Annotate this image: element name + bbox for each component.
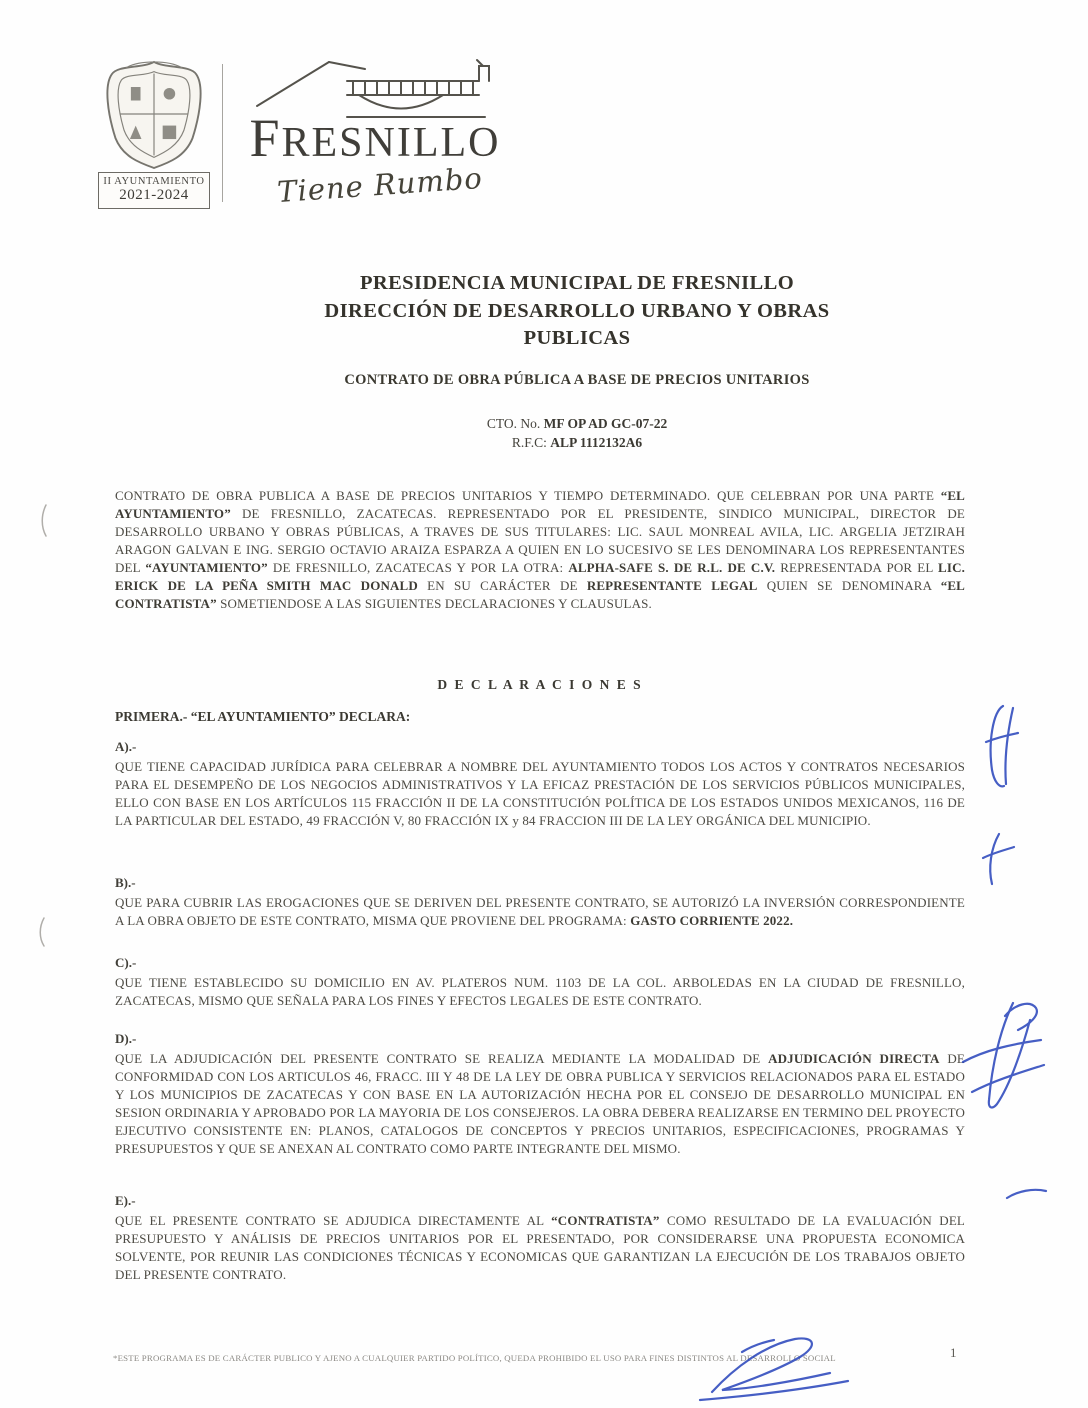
- title-line-1: PRESIDENCIA MUNICIPAL DE FRESNILLO: [359, 272, 795, 294]
- intro-paragraph: CONTRATO DE OBRA PUBLICA A BASE DE PRECIOS UNITARIOS Y TIEMPO DETERMINADO. QUE CELEBRAN POR UNA PARTE “EL AYUNTAMIENTO” DE FRESNILLO, ZACATECAS. REPRESENTADO POR EL PRESIDENTE, SINDICO MUNICIPAL, DIRECTOR DE DESARROLLO URBANO Y OBRAS PÚBLICAS, A TRAVES DE SUS TITULARES: LIC. SAUL MONREAL AVILA, LIC. ARGELIA JETZIRAH ARAGON GALVAN E ING. SERGIO OCTAVIO ARAIZA ESPARZA A QUIEN EN LO SUCESIVO SE LES DENOMINARA LOS REPRESENTANTES DEL “AYUNTAMIENTO” DE FRESNILLO, ZACATECAS Y POR LA OTRA: ALPHA-SAFE S. DE R.L. DE C.V. REPRESENTADA POR EL LIC. ERICK DE LA PEÑA SMITH MAC DONALD EN SU CARÁCTER DE REPRESENTANTE LEGAL QUIEN SE DENOMINARA “EL CONTRATISTA” SOMETIENDOSE A LAS SIGUIENTES DECLARACIONES Y CLAUSULAS.: [115, 488, 966, 611]
- rfc-line: [152, 434, 1002, 453]
- declaration-item-c: [115, 955, 965, 1010]
- contract-subtitle: CONTRATO DE OBRA PÚBLICA A BASE DE PRECIOS UNITARIOS: [344, 372, 810, 388]
- declaration-item-b: [115, 875, 965, 930]
- title-line-3: PUBLICAS: [523, 327, 631, 349]
- crest-caption-box: [98, 172, 210, 209]
- signature-flourish-icon: [963, 1003, 1044, 1107]
- declaration-label: E).-: [115, 1193, 136, 1208]
- page-number: 1: [950, 1345, 957, 1360]
- rfc-label: R.F.C:: [511, 434, 551, 450]
- crest-caption-text: II AYUNTAMIENTO: [103, 176, 205, 187]
- title-line-2: DIRECCIÓN DE DESARROLLO URBANO Y OBRAS: [324, 299, 830, 322]
- declaration-text: QUE PARA CUBRIR LAS EROGACIONES QUE SE DERIVEN DEL PRESENTE CONTRATO, SE AUTORIZÓ LA INVERSIÓN CORRESPONDIENTE A LA OBRA OBJETO DE ESTE CONTRATO, MISMA QUE PROVIENE DEL PROGRAMA: GASTO CORRIENTE 2022.: [115, 895, 965, 928]
- crest-years-text: 2021-2024: [119, 187, 189, 203]
- coat-of-arms-icon: [101, 58, 207, 170]
- declaration-text: QUE EL PRESENTE CONTRATO SE ADJUDICA DIRECTAMENTE AL “CONTRATISTA” COMO RESULTADO DE LA EVALUACIÓN DEL PRESUPUESTO Y ANÁLISIS DE PRECIOS UNITARIOS POR EL PRESENTADO, POR CONSIDERARSE UNA PROPUESTA ECONOMICA SOLVENTE, POR REUNIR LAS CONDICIONES TÉCNICAS Y ECONOMICAS QUE GARANTIZAN LA EJECUCIÓN DE LOS TRABAJOS OBJETO DEL PRESENTE CONTRATO.: [115, 1213, 966, 1282]
- contract-number-block: [152, 415, 1002, 452]
- rfc-number: ALP 1112132A6: [550, 434, 643, 450]
- signature-initials-1-icon: [986, 706, 1018, 786]
- declaration-label: B).-: [115, 875, 136, 890]
- document-title: [152, 270, 1002, 353]
- declarations-heading: D E C L A R A C I O N E S: [437, 677, 643, 692]
- declaration-label: A).-: [115, 739, 137, 754]
- declaration-label: D).-: [115, 1031, 137, 1046]
- declaration-item-e: [115, 1193, 965, 1284]
- declaration-item-d: [115, 1031, 965, 1158]
- brand-wordmark: FRESNILLO: [249, 108, 501, 168]
- footer-disclaimer: *ESTE PROGRAMA ES DE CARÁCTER PUBLICO Y AJENO A CUALQUIER PARTIDO POLÍTICO, QUEDA PROHIBIDO EL USO PARA FINES DISTINTOS AL DESARROLLO SOCIAL: [113, 1353, 836, 1363]
- header-divider: [222, 64, 223, 202]
- contract-number-line: [152, 415, 1002, 434]
- signature-dash-icon: [1007, 1190, 1046, 1198]
- cto-label: CTO. No.: [486, 416, 544, 431]
- declaration-text: QUE TIENE ESTABLECIDO SU DOMICILIO EN AV. PLATEROS NUM. 1103 DE LA COL. ARBOLEDAS EN LA CIUDAD DE FRESNILLO, ZACATECAS, MISMO QUE SEÑALA PARA LOS FINES Y EFECTOS LEGALES DE ESTE CONTRATO.: [115, 975, 965, 1008]
- cto-number: MF OP AD GC-07-22: [543, 416, 668, 431]
- declaration-text: QUE LA ADJUDICACIÓN DEL PRESENTE CONTRATO SE REALIZA MEDIANTE LA MODALIDAD DE ADJUDICACIÓN DIRECTA DE CONFORMIDAD CON LOS ARTICULOS 46, FRACC. III Y 48 DE LA LEY DE OBRA PUBLICA Y SERVICIOS RELACIONADOS PARA EL ESTADO Y LOS MUNICIPIOS DE ZACATECAS Y CON BASE EN LA AUTORIZACIÓN HECHA POR EL CONSEJO DE DESARROLLO MUNICIPAL EN SESION ORDINARIA Y APROBADO POR LA MAYORIA DE LOS CONSEJEROS. LA OBRA DEBERA REALIZARSE EN TERMINO DEL PROYECTO EJECUTIVO CONSISTENTE EN: PLANOS, CATALOGOS DE CONCEPTOS Y PRECIOS UNITARIOS, ESPECIFICACIONES, PROGRAMAS Y PRESUPUESTOS Y QUE SE ANEXAN AL CONTRATO COMO PARTE INTEGRANTE DEL MISMO.: [115, 1051, 966, 1156]
- fresnillo-logo: [243, 52, 507, 210]
- primera-heading: PRIMERA.- “EL AYUNTAMIENTO” DECLARA:: [115, 709, 411, 724]
- signature-initials-2-icon: [983, 834, 1014, 884]
- municipal-crest: [98, 58, 210, 209]
- declaration-text: QUE TIENE CAPACIDAD JURÍDICA PARA CELEBRAR A NOMBRE DEL AYUNTAMIENTO TODOS LOS ACTOS Y CONTRATOS NECESARIOS PARA EL DESEMPEÑO DE LOS NEGOCIOS ADMINISTRATIVOS Y LA EFICAZ PRESTACIÓN DE LOS SERVICIOS PÚBLICOS MUNICIPALES, ELLO CON BASE EN LOS ARTÍCULOS 115 FRACCIÓN II DE LA CONSTITUCIÓN POLÍTICA DE LOS ESTADOS UNIDOS MEXICANOS, 116 DE LA PARTICULAR DEL ESTADO, 49 FRACCIÓN V, 80 FRACCIÓN IX y 84 FRACCION III DE LA LEY ORGÁNICA DEL MUNICIPIO.: [115, 759, 965, 828]
- scan-artifact-marks: [40, 505, 46, 946]
- declaration-label: C).-: [115, 955, 137, 970]
- signature-bottom-icon: [700, 1338, 848, 1400]
- declaration-item-a: [115, 739, 965, 830]
- brand-tagline: Tiene Rumbo: [276, 160, 484, 210]
